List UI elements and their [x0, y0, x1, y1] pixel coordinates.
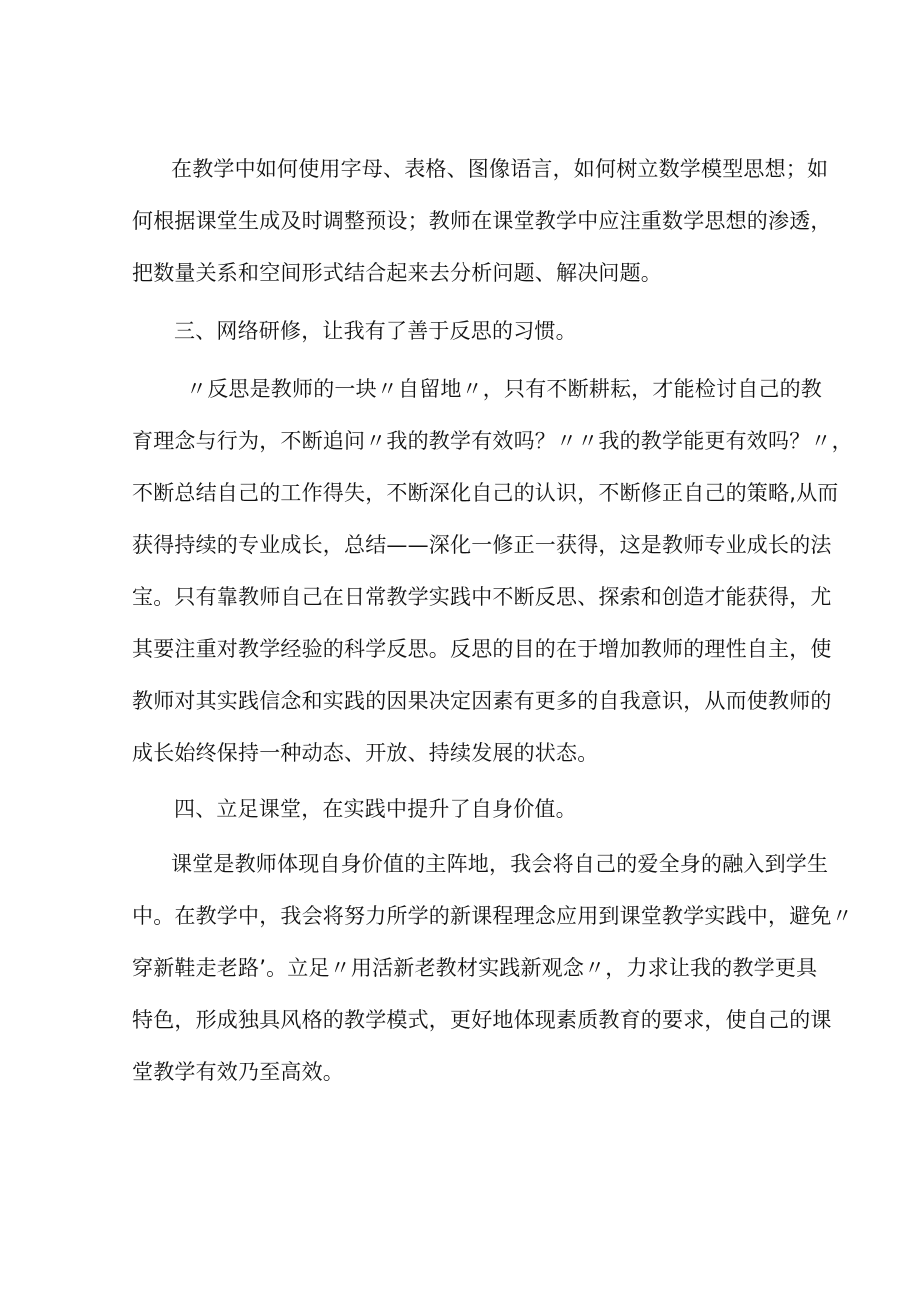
text-line: 中。在教学中，我会将努力所学的新课程理念应用到课堂教学实践中，避免〃: [132, 904, 853, 928]
text-line: 其要注重对教学经验的科学反思。反思的目的在于增加教师的理性自主，使: [132, 637, 832, 661]
section-heading: 四、立足课堂，在实践中提升了自身价值。: [174, 797, 577, 821]
text-line: 不断总结自己的工作得失，不断深化自己的认识，不断修正自己的策略,从而: [132, 481, 839, 505]
text-line: 何根据课堂生成及时调整预设；教师在课堂教学中应注重数学思想的渗透，: [132, 209, 832, 233]
text-line: 特色，形成独具风格的教学模式，更好地体现素质教育的要求，使自己的课: [132, 1008, 832, 1032]
text-line: 〃反思是教师的一块〃自留地〃，只有不断耕耘，才能检讨自己的教: [186, 377, 822, 401]
text-line: 教师对其实践信念和实践的因果决定因素有更多的自我意识，从而使教师的: [132, 689, 832, 713]
text-line: 把数量关系和空间形式结合起来去分析问题、解决问题。: [132, 261, 662, 285]
text-line: 成长始终保持一种动态、开放、持续发展的状态。: [132, 741, 599, 765]
text-line: 穿新鞋走老路’。立足〃用活新老教材实践新观念〃，力求让我的教学更具: [132, 956, 818, 980]
text-line: 获得持续的专业成长，总结——深化一修正一获得，这是教师专业成长的法: [132, 533, 832, 557]
text-line: 育理念与行为，不断追问〃我的教学有效吗？〃〃我的教学能更有效吗？〃，: [132, 429, 853, 453]
section-heading: 三、网络研修，让我有了善于反思的习惯。: [174, 319, 577, 343]
text-line: 课堂是教师体现自身价值的主阵地，我会将自己的爱全身的融入到学生: [171, 852, 829, 876]
text-line: 宝。只有靠教师自己在日常教学实践中不断反思、探索和创造才能获得，尤: [132, 585, 832, 609]
text-line: 在教学中如何使用字母、表格、图像语言，如何树立数学模型思想；如: [171, 157, 829, 181]
text-line: 堂教学有效乃至高效。: [132, 1060, 344, 1084]
